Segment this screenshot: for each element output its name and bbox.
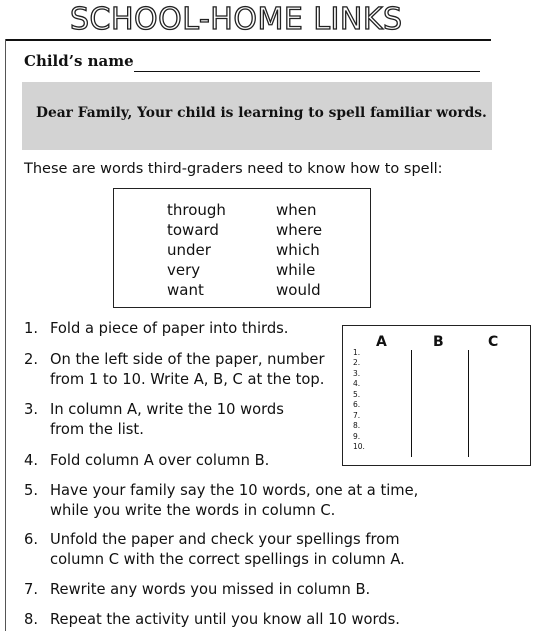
step-number: 5.: [24, 482, 39, 499]
step-text: from 1 to 10. Write A, B, C at the top.: [50, 371, 325, 388]
row-number: 3.: [353, 369, 361, 378]
step-text: Unfold the paper and check your spellings from: [50, 531, 400, 548]
left-margin-rule: [5, 39, 6, 631]
step-number: 3.: [24, 401, 39, 418]
row-number: 1.: [353, 348, 361, 357]
column-a-heading: A: [376, 334, 387, 350]
word-item: through: [167, 201, 226, 219]
word-list-box: [113, 188, 371, 308]
banner-text: Dear Family, Your child is learning to spell familiar words.: [36, 105, 487, 121]
header-rule: [5, 39, 491, 41]
row-number: 9.: [353, 432, 361, 441]
row-number: 4.: [353, 379, 361, 388]
row-number: 5.: [353, 390, 361, 399]
child-name-label: Child’s name: [24, 52, 134, 70]
step-text: from the list.: [50, 421, 144, 438]
word-item: when: [276, 201, 317, 219]
page-title: SCHOOL-HOME LINKS: [70, 2, 403, 37]
word-column-2: [276, 200, 322, 300]
word-column-1: [167, 200, 226, 300]
step-number: 1.: [24, 320, 39, 337]
word-item: would: [276, 281, 321, 299]
word-item: very: [167, 261, 201, 279]
fold-line: [411, 350, 412, 457]
row-number: 10.: [353, 442, 365, 451]
row-number: 2.: [353, 358, 361, 367]
column-c-heading: C: [488, 334, 499, 350]
step-text: On the left side of the paper, number: [50, 351, 325, 368]
intro-text: These are words third-graders need to know how to spell:: [24, 161, 443, 177]
family-banner: [22, 82, 492, 150]
word-item: which: [276, 241, 320, 259]
step-text: Fold a piece of paper into thirds.: [50, 320, 289, 337]
word-item: want: [167, 281, 204, 299]
step-number: 7.: [24, 581, 39, 598]
step-number: 8.: [24, 611, 39, 628]
step-number: 6.: [24, 531, 39, 548]
folded-paper-diagram: [342, 325, 531, 466]
step-text: Rewrite any words you missed in column B.: [50, 581, 371, 598]
word-item: where: [276, 221, 323, 239]
step-text: Fold column A over column B.: [50, 452, 270, 469]
word-item: toward: [167, 221, 219, 239]
row-number: 6.: [353, 400, 361, 409]
step-number: 4.: [24, 452, 39, 469]
step-text: In column A, write the 10 words: [50, 401, 284, 418]
step-text: Repeat the activity until you know all 10 words.: [50, 611, 400, 628]
step-text: while you write the words in column C.: [50, 502, 336, 519]
step-text: Have your family say the 10 words, one at a time,: [50, 482, 419, 499]
row-number: 8.: [353, 421, 361, 430]
word-item: under: [167, 241, 211, 259]
child-name-blank: [134, 71, 480, 72]
fold-line: [468, 350, 469, 457]
step-text: column C with the correct spellings in column A.: [50, 551, 405, 568]
column-b-heading: B: [433, 334, 444, 350]
step-number: 2.: [24, 351, 39, 368]
word-item: while: [276, 261, 316, 279]
row-number: 7.: [353, 411, 361, 420]
